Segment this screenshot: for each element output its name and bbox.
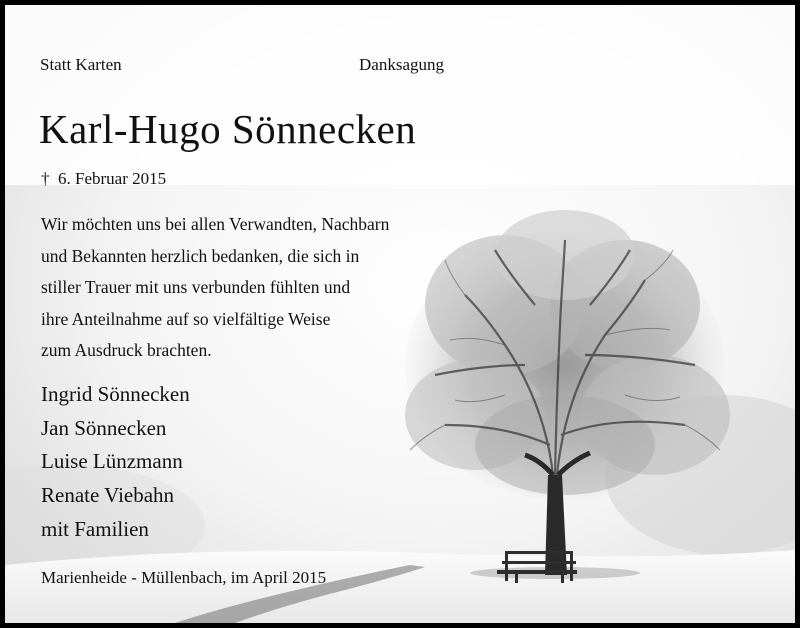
- message-line: zum Ausdruck brachten.: [41, 340, 212, 360]
- message-line: ihre Anteilnahme auf so vielfältige Weise: [41, 308, 331, 329]
- statt-karten-label: Statt Karten: [40, 55, 122, 74]
- place-date-footer: Marienheide - Müllenbach, im April 2015: [41, 568, 327, 587]
- message-line: Wir möchten uns bei allen Verwandten, Nachbarn: [41, 214, 390, 234]
- signer-name: Renate Viebahn: [41, 483, 175, 508]
- cross-icon: †: [41, 169, 50, 188]
- signers-list: [41, 378, 190, 547]
- message-line: und Bekannten herzlich bedanken, die sich in: [41, 245, 360, 266]
- death-date: 6. Februar 2015: [58, 169, 167, 188]
- message-line: stiller Trauer mit uns verbunden fühlten und: [41, 277, 351, 297]
- signer-name: Luise Lünzmann: [41, 449, 183, 474]
- death-date-line: [41, 169, 166, 189]
- signer-name: Ingrid Sönnecken: [41, 382, 190, 406]
- signer-name: mit Familien: [41, 516, 149, 541]
- thank-you-message: [41, 209, 389, 367]
- signer-name: Jan Sönnecken: [41, 415, 167, 440]
- deceased-name: Karl-Hugo Sönnecken: [39, 106, 417, 152]
- danksagung-heading: Danksagung: [359, 55, 444, 74]
